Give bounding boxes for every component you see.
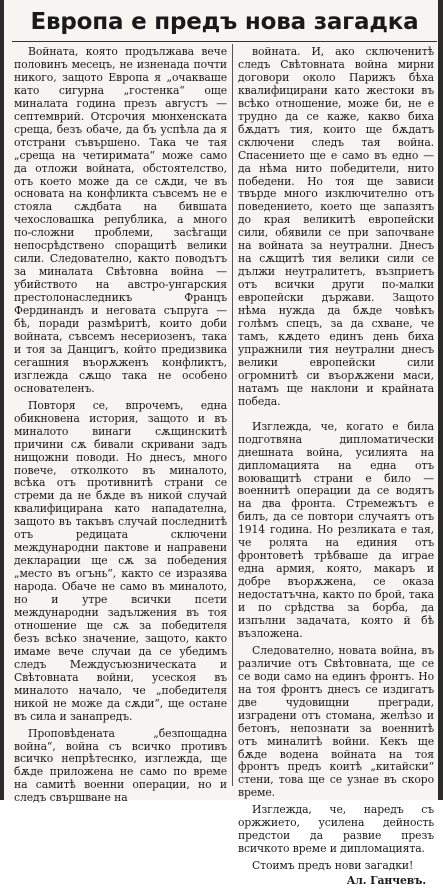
paragraph-history-repeats: Повторя се, впрочемъ, една обикновена история, защото и въ миналото винаги сѫщинскитѣ причини сѫ бивали скривани задъ нищожни поводи. Но днесъ, много повече, отколкото въ миналото, всѣка отъ противнитѣ страни се стреми да не бѫде въ никой случай квалифицирана като нападателна, защото въ такъвъ случай последнитѣ отъ редицата сключени международни пактове и направени декларации ще сѫ за победения „место въ огънь“, както се изразява народа. Обаче не само въ миналото, но и утре всички псети международни задължения въ тоя отношение ще сѫ за победителя безъ всѣко значение, защото, както имаме вече случаи да се убедимъ следъ Междусъюзническата и Свѣтовната войни, усескоя въ миналото начало, че „победителя никой не може да сѫди“, ще остане въ сила и занапредъ. bbox=[14, 398, 227, 723]
left-column bbox=[14, 46, 227, 805]
paragraph-diplomacy: Изглежда, че, наредъ съ оржжието, усилена дейность предстои да развие презъ всичкото време и дипломацията. bbox=[238, 803, 434, 856]
paragraph-single-front: Следователно, новата война, въ различие отъ Свѣтовната, ще се се води само на единъ фронтъ. Но на тоя фронтъ днесъ се издигатъ две чудовищни прегради, изградени отъ стомана, желѣзо и бетонъ, непознати за военнитѣ отъ миналитѣ войни. Кекъ ще бѫде водена войната на тоя фронтъ предъ коитѣ „китайски“ стени, това ще се узнае въ скоро време. bbox=[238, 643, 434, 800]
headline-rule bbox=[12, 41, 437, 42]
article-headline: Европа е предъ нова загадка bbox=[30, 9, 419, 35]
paragraph-war-expected: Войната, която продължава вече половинъ месецъ, не изненада почти никого, защото Европа я „очакваше като сигурна „гостенка“ още миналата година презъ августъ — септемврий. Отсрочия мюнхенската среща, безъ обаче, да бъ успѣла да я отстрани съвършено. Така че тая „среща на четиримата“ може само да отложи войната, обстоятелство, отъ което може да се сѫди, че въ основата на конфликта съвсемъ не е стояла сѫдбата на бившата чехословашка република, а много по-сложни проблеми, засѣгащи непосрѣдствено споращитѣ велики сили. Следователно, както поводътъ за миналата Свѣтовна война — убийството на австро-унгарския престолонаследникъ Францъ Фердинандъ и неговата съпруга — бѣ, поради размѣритѣ, които доби войната, съвсемъ несериозенъ, така и тоя за Данцигъ, който предизвика сегашния въорѫженъ конфликтъ, изглежда сѫщо така не особено основателенъ. bbox=[14, 45, 227, 395]
paragraph-peace-treaties: войната. И, ако сключенитѣ следъ Свѣтовната война мирни договори около Парижъ бѣха квалифицирани като жестоки въ всѣко отношение, може би, не е трудно да се каже, какво биха бѫдатъ тия, които ще бѫдатъ сключени следъ тая война. Спасението ще е само въ едно — да нѣма нито победители, нито победени. Но тоя ще зависи твърде много изключително отъ поведението, което ще запазятъ до края великитѣ европейски сили, обявили се при започване на войната за неутрални. Днесъ на сѫщитѣ тия велики сили се дължи неутралитетъ, възприетъ отъ всички други по-малки европейски държави. Защото нѣма нужда да бѫде човѣкъ голѣмъ спецъ, за да схване, че тамъ, кѫдето единъ день биха упражнили тия неутрални днесъ велики европейски сили огромнитѣ си въорѫжени маси, натамъ ще наклони и крайната победа. bbox=[238, 45, 434, 408]
right-column bbox=[238, 46, 434, 888]
paragraph-two-fronts: Изглежда, че, когато е била подготвяна дипломатически днешната война, усилията на дипломацията на една отъ воюващитѣ страни е било — военнитѣ операции да се водятъ на два фронта. Стремежътъ е билъ, да се повтори случаятъ отъ 1914 година. Но резликата е тая, че ролята на единия отъ фронтоветѣ трѣбваше да играе една армия, която, макаръ и добре въорѫжена, се оказа недостатъчна, както по брой, така и по срѣдства за борба, да изпълни задачата, която й бѣ възложена. bbox=[238, 419, 434, 640]
paragraph-new-riddles: Стоимъ предъ нови загадки! bbox=[252, 859, 414, 873]
column-divider bbox=[232, 44, 233, 786]
author-signature: Ал. Ганчевъ. bbox=[346, 874, 426, 888]
paragraph-merciless-war: Проповѣдената „безпощадна война“, война съ всичко противъ всичко непрѣтеснко, изглежда, ще бѫде приложена не само по време на самитѣ военни операции, но и следъ свършване на bbox=[14, 726, 227, 805]
